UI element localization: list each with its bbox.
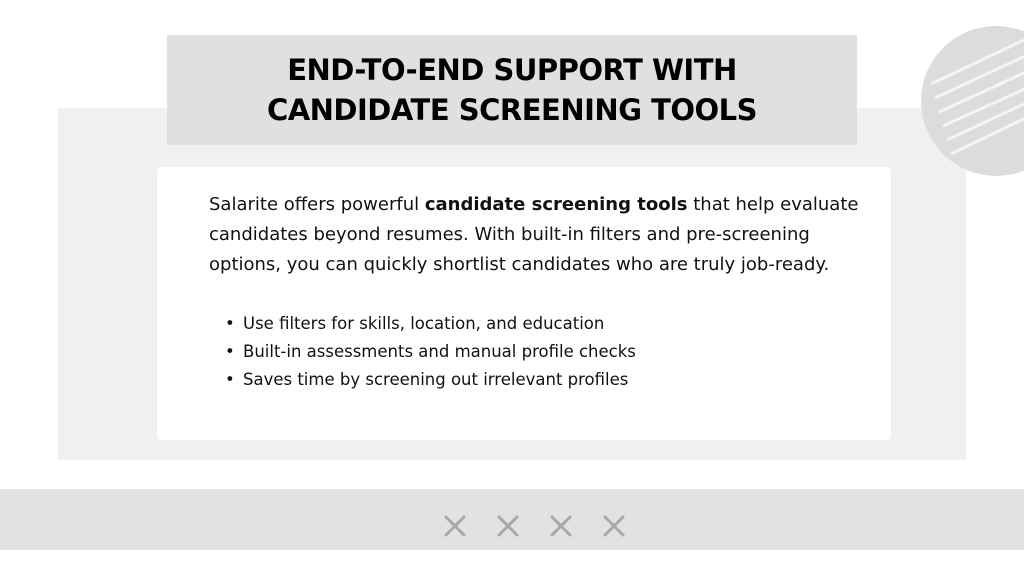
intro-lead-text: Salarite offers powerful — [209, 194, 425, 215]
bullet-icon: • — [225, 314, 235, 333]
bullet-icon: • — [225, 370, 235, 389]
page-title-line-2: CANDIDATE SCREENING TOOLS — [266, 93, 758, 127]
striped-circle-icon — [921, 26, 1024, 176]
intro-bold-text: candidate screening tools — [424, 194, 688, 215]
intro-paragraph — [209, 190, 869, 280]
close-icon — [549, 514, 573, 538]
list-item — [225, 310, 636, 338]
content-card — [157, 167, 891, 440]
close-icon — [443, 514, 467, 538]
list-item-text: Saves time by screening out irrelevant profiles — [243, 370, 629, 389]
close-icon — [496, 514, 520, 538]
title-banner — [167, 35, 857, 145]
list-item-text: Built-in assessments and manual profile checks — [243, 342, 636, 361]
feature-list — [225, 310, 636, 394]
page-title-line-1: END-TO-END SUPPORT WITH — [287, 53, 737, 87]
intro-rest-text: that help evaluate candidates beyond resumes. With built-in filters and pre-screening options, you can quickly shortlist candidates who are truly job-ready. — [209, 194, 859, 275]
bullet-icon: • — [225, 342, 235, 361]
list-item-text: Use filters for skills, location, and education — [243, 314, 605, 333]
list-item — [225, 338, 636, 366]
list-item — [225, 366, 636, 394]
close-icon — [602, 514, 626, 538]
